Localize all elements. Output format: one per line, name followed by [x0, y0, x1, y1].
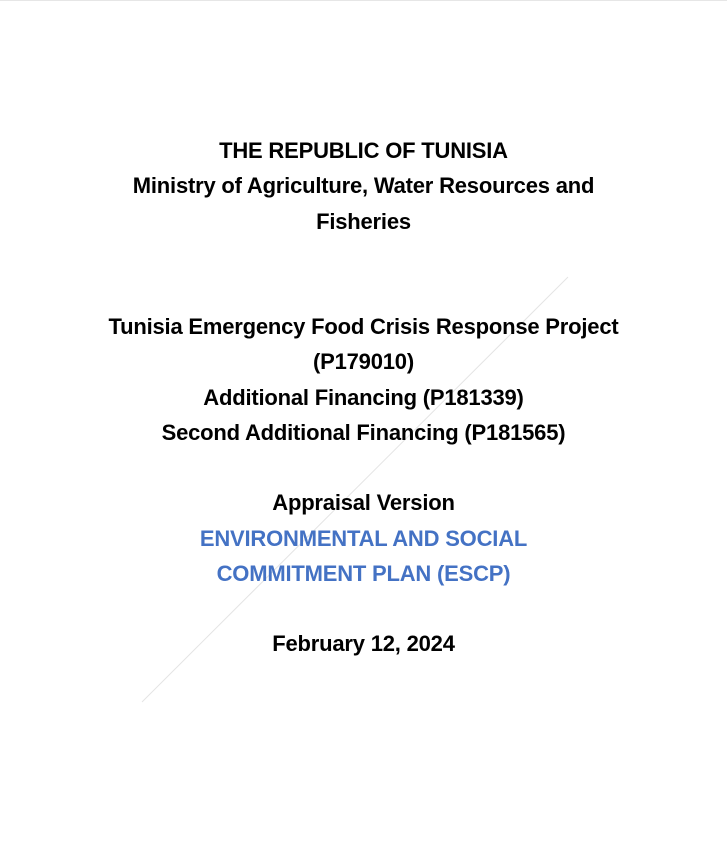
project-title-line1: Tunisia Emergency Food Crisis Response Project — [108, 314, 619, 339]
plan-title-line2: COMMITMENT PLAN (ESCP) — [216, 561, 511, 586]
project-title-line2: (P179010) — [313, 349, 414, 374]
plan-title-line1: ENVIRONMENTAL AND SOCIAL — [199, 526, 528, 551]
ministry-heading-line1: Ministry of Agriculture, Water Resources and — [132, 173, 595, 198]
version-label: Appraisal Version — [272, 490, 455, 515]
ministry-heading-line2: Fisheries — [316, 209, 411, 234]
document-date: February 12, 2024 — [272, 631, 455, 656]
additional-financing: Additional Financing (P181339) — [203, 385, 524, 410]
country-heading: THE REPUBLIC OF TUNISIA — [219, 138, 508, 163]
second-additional-financing: Second Additional Financing (P181565) — [161, 420, 566, 445]
